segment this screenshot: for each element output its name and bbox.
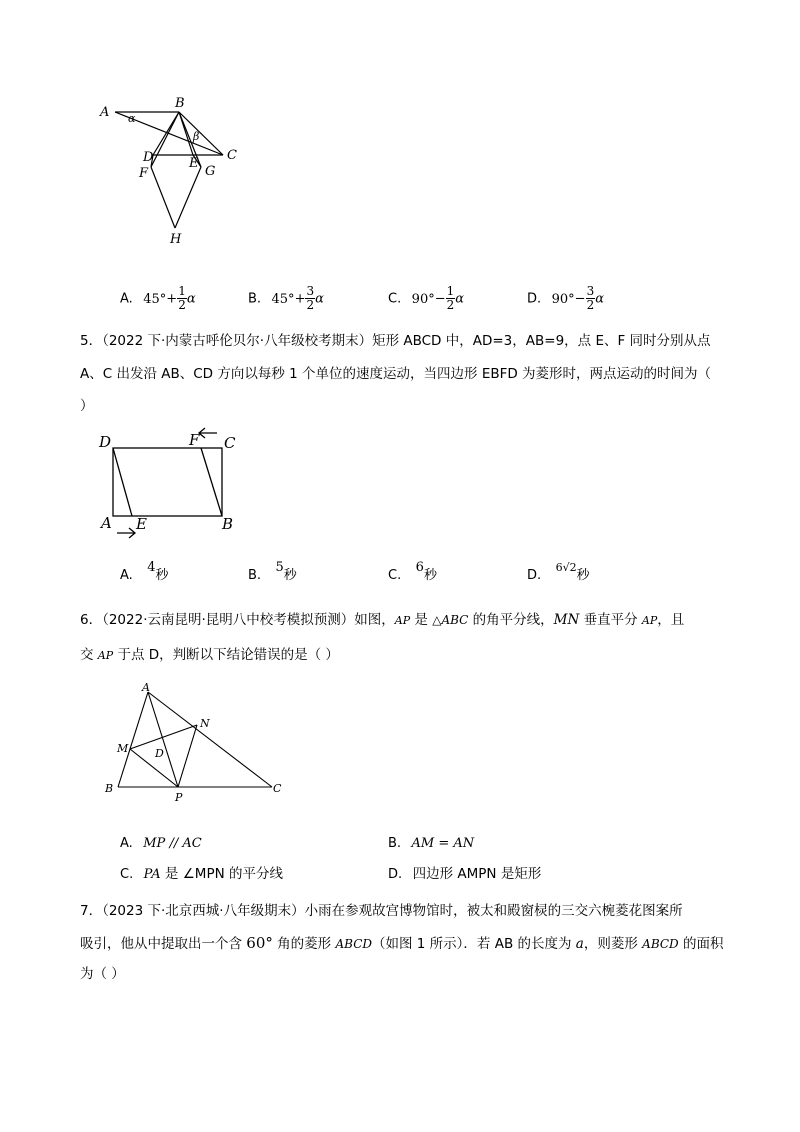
- q5-option-a: [120, 560, 169, 586]
- q4-label-b: B: [175, 96, 185, 111]
- q6-text: ，且: [657, 612, 685, 628]
- q6-label-p: P: [175, 791, 183, 804]
- q7-line-2: [80, 933, 723, 954]
- q6-label-n: N: [200, 717, 210, 730]
- q6-text: 交: [80, 647, 98, 663]
- q4-figure: [95, 95, 255, 250]
- q5-option-d: [527, 561, 590, 586]
- q6-option-b: [388, 833, 474, 854]
- q6-text: 6．（2022·云南昆明·昆明八中校考模拟预测）如图，: [80, 612, 395, 628]
- q4-label-a: A: [100, 105, 110, 120]
- option-value: 5: [275, 560, 284, 575]
- q4-label-d: D: [143, 150, 154, 165]
- option-letter: D.: [527, 291, 542, 307]
- option-letter: C.: [120, 867, 134, 882]
- q7-text: 角的菱形: [272, 936, 336, 952]
- option-lead: 45°: [271, 291, 295, 307]
- q6-text: 垂直平分: [579, 612, 642, 628]
- q6-text: 是: [410, 612, 433, 628]
- option-value: 6√2: [555, 561, 577, 574]
- q4-option-b: [248, 285, 324, 312]
- q6-label-d: D: [155, 747, 164, 760]
- q6-option-d: [388, 864, 541, 885]
- q6-label-a: A: [142, 681, 150, 694]
- option-math: AM = AN: [411, 836, 475, 851]
- option-var: α: [186, 291, 196, 307]
- q7-math: ABCD: [642, 937, 679, 951]
- q4-option-d: [527, 285, 604, 312]
- q7-text: 的面积: [678, 936, 724, 952]
- q6-math: MN: [553, 612, 580, 628]
- q6-label-c: C: [273, 782, 282, 795]
- q6-option-c: [120, 864, 283, 885]
- q7-line-3: 为（ ）: [80, 966, 125, 982]
- option-unit: 秒: [155, 568, 169, 583]
- option-var: α: [595, 291, 604, 307]
- option-unit: 秒: [576, 568, 590, 583]
- q4-label-f: F: [139, 166, 149, 181]
- q4-label-c: C: [227, 148, 237, 163]
- q6-line-2: [80, 645, 339, 666]
- q5-option-c: [388, 560, 437, 586]
- q6-line-1: [80, 610, 684, 631]
- q7-text: （如图 1 所示）．若 AB 的长度为: [372, 936, 576, 952]
- q6-option-a: [120, 833, 202, 854]
- option-letter: B.: [248, 568, 262, 583]
- q6-math: △ABC: [432, 613, 469, 627]
- option-letter: C.: [388, 568, 402, 583]
- q6-math: AP: [394, 614, 411, 627]
- option-lead: 90°: [411, 291, 435, 307]
- option-letter: C.: [388, 291, 402, 307]
- option-letter: D.: [527, 568, 542, 583]
- option-op: −: [574, 291, 586, 307]
- option-fraction: $\frac{1}{2}$: [178, 284, 186, 312]
- q5-option-b: [248, 560, 297, 586]
- option-letter: D.: [388, 867, 403, 882]
- q5-line-1: 5．（2022 下·内蒙古呼伦贝尔·八年级校考期末）矩形 ABCD 中，AD=3，AB=9，点 E、F 同时分别从点: [80, 333, 711, 349]
- option-op: +: [294, 291, 306, 307]
- q5-figure: [95, 425, 245, 540]
- q4-option-c: [388, 285, 464, 312]
- option-var: α: [315, 291, 324, 307]
- option-letter: A.: [120, 291, 133, 307]
- q4-angle-beta: β: [193, 130, 200, 143]
- option-op: −: [434, 291, 446, 307]
- option-letter: A.: [120, 568, 133, 583]
- option-fraction: $\frac{3}{2}$: [306, 284, 315, 312]
- q4-label-h: H: [170, 232, 182, 247]
- q7-math: ABCD: [335, 937, 372, 951]
- option-lead: 90°: [551, 291, 575, 307]
- option-fraction: $\frac{3}{2}$: [586, 284, 595, 312]
- option-letter: B.: [248, 291, 262, 307]
- q7-text: ，则菱形: [583, 936, 643, 952]
- q5-label-f: F: [189, 431, 200, 449]
- q6-math: AP: [97, 649, 114, 662]
- q5-label-a: A: [101, 514, 112, 532]
- option-math: MP // AC: [143, 836, 202, 851]
- q7-math: 60°: [246, 934, 273, 952]
- option-value: 6: [415, 560, 424, 575]
- q6-text: 的角平分线，: [468, 612, 554, 628]
- option-math: PA: [143, 867, 161, 882]
- q7-text: 吸引，他从中提取出一个含: [80, 936, 247, 952]
- option-var: α: [455, 291, 465, 307]
- q5-label-e: E: [136, 515, 147, 533]
- option-value: 4: [147, 560, 156, 575]
- q5-label-c: C: [224, 434, 236, 452]
- option-text: 四边形 AMPN 是矩形: [412, 866, 542, 882]
- q7-line-1: 7．（2023 下·北京西城·八年级期末）小雨在参观故宫博物馆时，被太和殿窗棂的三交六椀菱花图案所: [80, 903, 683, 919]
- q5-label-d: D: [99, 433, 112, 451]
- q4-label-g: G: [205, 164, 216, 179]
- q5-line-2: A、C 出发沿 AB、CD 方向以每秒 1 个单位的速度运动，当四边形 EBFD 为菱形时，两点运动的时间为（: [80, 366, 712, 382]
- q4-label-e: E: [189, 156, 199, 171]
- q6-figure: [100, 680, 290, 805]
- q6-label-b: B: [105, 782, 114, 795]
- q6-label-m: M: [117, 742, 129, 755]
- option-letter: B.: [388, 836, 402, 851]
- q4-angle-alpha: α: [128, 112, 136, 125]
- option-op: +: [166, 291, 178, 307]
- q6-text: 于点 D，判断以下结论错误的是（ ）: [113, 647, 339, 663]
- option-unit: 秒: [423, 568, 437, 583]
- q5-line-3: ）: [80, 398, 94, 414]
- option-lead: 45°: [143, 291, 167, 307]
- option-fraction: $\frac{1}{2}$: [446, 284, 455, 312]
- option-unit: 秒: [283, 568, 297, 583]
- q5-label-b: B: [222, 515, 234, 533]
- q4-option-a: [120, 285, 196, 312]
- option-text: 是 ∠MPN 的平分线: [160, 866, 283, 882]
- option-letter: A.: [120, 836, 133, 851]
- q6-math: AP: [641, 614, 658, 627]
- q7-math: a: [575, 936, 584, 952]
